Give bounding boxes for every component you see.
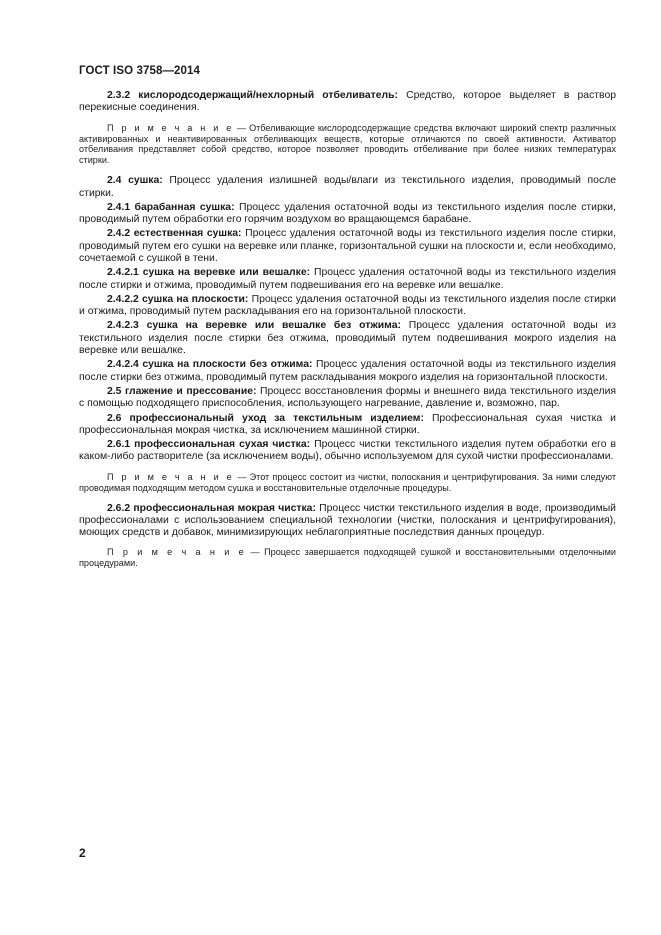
term: 2.4.2.4 сушка на плоскости без отжима:: [107, 359, 313, 371]
term: 2.6.2 профессиональная мокрая чистка:: [107, 502, 316, 514]
definition-2-4-2: [79, 228, 616, 265]
term: 2.4.2 естественная сушка:: [107, 228, 242, 240]
definition-text: Процесс удаления остаточной воды из текстильного изделия после стирки без отжима, проводимый путем подвешивания мокрого изделия на веревке или вешалке.: [79, 320, 616, 357]
term: 2.4.2.3 сушка на веревке или вешалке без отжима:: [107, 320, 401, 332]
note-2: [79, 472, 616, 494]
definition-text: Процесс удаления излишней воды/влаги из текстильного изделия, проводимый после стирки.: [79, 175, 616, 199]
definition-2-4-2-3: [79, 320, 616, 357]
definition-2-6-2: [79, 503, 616, 540]
note-text: — Этот процесс состоит из чистки, полоскания и центрифугирования. За ними следуют проводимая подходящим методом сушка и восстановительные отделочные процедуры.: [79, 471, 616, 493]
note-text: — Процесс завершается подходящей сушкой и восстановительными отделочными процедурами.: [79, 547, 617, 569]
definition-2-4-2-2: [79, 294, 616, 319]
note-1: [79, 123, 616, 167]
definition-2-4-2-4: [79, 359, 616, 384]
document-header: ГОСТ ISO 3758—2014: [79, 65, 201, 77]
definition-text: Средство, которое выделяет в раствор перекисные соединения.: [79, 90, 616, 114]
note-3: [79, 547, 616, 569]
definition-text: Процесс удаления остаточной воды из текстильного изделия после стирки, проводимый путем его сушки на веревке или планке, горизонтальной сушки на плоскости и, если необходимо, сочетаемой с сушкой в тени.: [79, 228, 616, 264]
definition-text: Процесс удаления остаточной воды из текстильного изделия после стирки и отжима, проводимый путем раскладывания его на горизонтальной плоскости.: [79, 293, 617, 318]
definition-2-4-1: [79, 202, 616, 227]
definition-text: Процесс удаления остаточной воды из текстильного изделия после стирки без отжима, проводимый путем раскладывания мокрого изделия на горизонтальной плоскости.: [79, 359, 617, 383]
page-number: 2: [79, 846, 86, 860]
term: 2.4.2.1 сушка на веревке или вешалке:: [107, 267, 311, 279]
definition-text: Процесс удаления остаточной воды из текстильного изделия после стирки, проводимый путем обработки его горячим воздухом во вращающемся барабане.: [79, 201, 616, 226]
term: 2.4 сушка:: [107, 175, 163, 187]
definition-text: Процесс удаления остаточной воды из текстильного изделия после стирки и отжима, проводимый путем подвешивания его на веревке или вешалке.: [79, 267, 616, 291]
definition-2-4-2-1: [79, 267, 616, 292]
term: 2.4.1 барабанная сушка:: [107, 201, 235, 213]
note-label: П р и м е ч а н и е: [107, 547, 247, 558]
definition-text: Процесс чистки текстильного изделия в воде, производимый профессионалами с использованием специальной технологии (чистки, полоскания и центрифугирования), моющих средств и добавок, минимизирующих неблагоприятные последствия данных процедур.: [79, 502, 616, 539]
definition-text: Процесс восстановления формы и внешнего вида текстильного изделия с помощью подходящего приспособления, использующего нагревание, давление и, возможно, пар.: [79, 385, 616, 410]
definition-2-4: [79, 175, 616, 200]
definition-2-3-2: [79, 90, 616, 115]
term: 2.4.2.2 сушка на плоскости:: [107, 293, 249, 305]
term: 2.6.1 профессиональная сухая чистка:: [107, 439, 311, 451]
note-label: П р и м е ч а н и е: [107, 471, 235, 482]
definition-text: Процесс чистки текстильного изделия путем обработки его в каком-либо растворителе (за исключением воды), обычно используемом для сухой чистки профессионалами.: [79, 439, 616, 463]
term: 2.6 профессиональный уход за текстильным изделием:: [107, 412, 424, 424]
note-label: П р и м е ч а н и е: [107, 122, 234, 133]
term: 2.3.2 кислородсодержащий/нехлорный отбеливатель:: [107, 90, 398, 101]
note-text: — Отбеливающие кислородсодержащие средства включают широкий спектр различных активированных и неактивированных отбеливающих веществ, которые отличаются по своей активности. Активатор отбеливания представляет собой средство, которое позволяет проводить отбеливание при более низких температурах стирки.: [79, 122, 617, 166]
document-body: [79, 90, 616, 578]
definition-text: Профессиональная сухая чистка и профессиональная мокрая чистка, за исключением машинной стирки.: [79, 412, 616, 436]
definition-2-5: [79, 386, 616, 411]
definition-2-6-1: [79, 439, 616, 464]
definition-2-6: [79, 413, 616, 438]
term: 2.5 глажение и прессование:: [107, 385, 257, 397]
